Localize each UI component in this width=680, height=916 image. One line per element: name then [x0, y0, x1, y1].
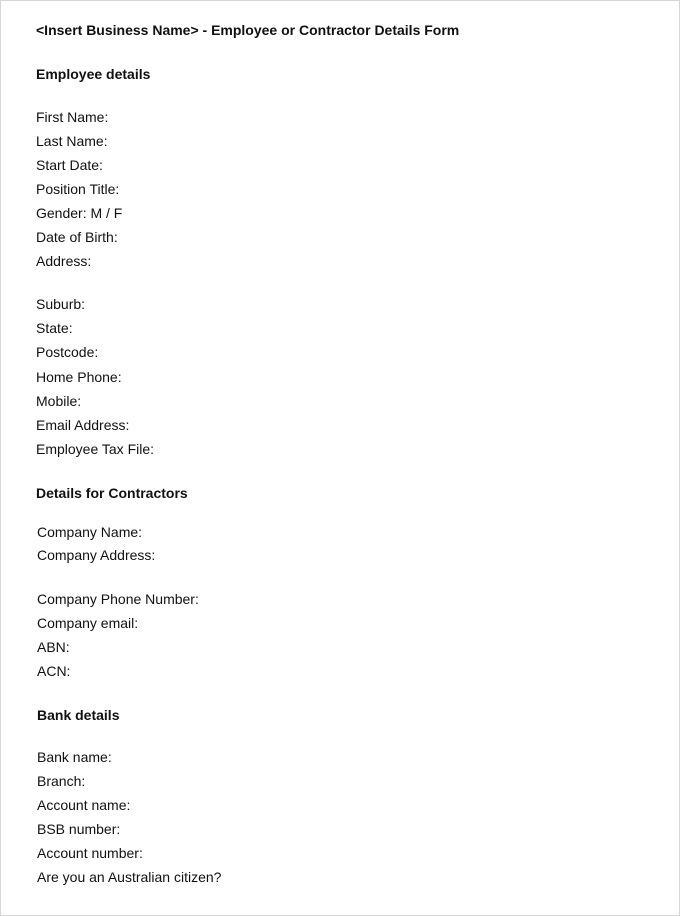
field-start-date: Start Date:	[36, 157, 103, 173]
field-home-phone: Home Phone:	[36, 369, 122, 385]
field-mobile: Mobile:	[36, 393, 82, 409]
field-last-name: Last Name:	[36, 133, 108, 149]
employee-details-heading: Employee details	[36, 66, 151, 82]
field-first-name: First Name:	[36, 109, 109, 125]
field-account-number: Account number:	[37, 845, 143, 861]
field-branch: Branch:	[37, 773, 86, 789]
field-company-name: Company Name:	[37, 524, 143, 540]
field-position-title: Position Title:	[36, 181, 120, 197]
field-acn: ACN:	[37, 663, 71, 679]
field-company-phone-number: Company Phone Number:	[37, 591, 199, 607]
field-address: Address:	[36, 253, 92, 269]
field-email-address: Email Address:	[36, 417, 130, 433]
field-suburb: Suburb:	[36, 296, 86, 312]
form-title: <Insert Business Name> - Employee or Contractor Details Form	[36, 22, 460, 38]
field-postcode: Postcode:	[36, 344, 99, 360]
field-australian-citizen: Are you an Australian citizen?	[37, 869, 222, 885]
contractors-heading: Details for Contractors	[36, 485, 188, 501]
bank-details-heading: Bank details	[37, 707, 120, 723]
field-abn: ABN:	[37, 639, 70, 655]
field-company-email: Company email:	[37, 615, 139, 631]
field-account-name: Account name:	[37, 797, 131, 813]
field-company-address: Company Address:	[37, 547, 156, 563]
field-gender: Gender: M / F	[36, 205, 123, 221]
field-state: State:	[36, 320, 73, 336]
field-bsb-number: BSB number:	[37, 821, 121, 837]
field-bank-name: Bank name:	[37, 749, 112, 765]
field-employee-tax-file: Employee Tax File:	[36, 441, 155, 457]
field-date-of-birth: Date of Birth:	[36, 229, 118, 245]
